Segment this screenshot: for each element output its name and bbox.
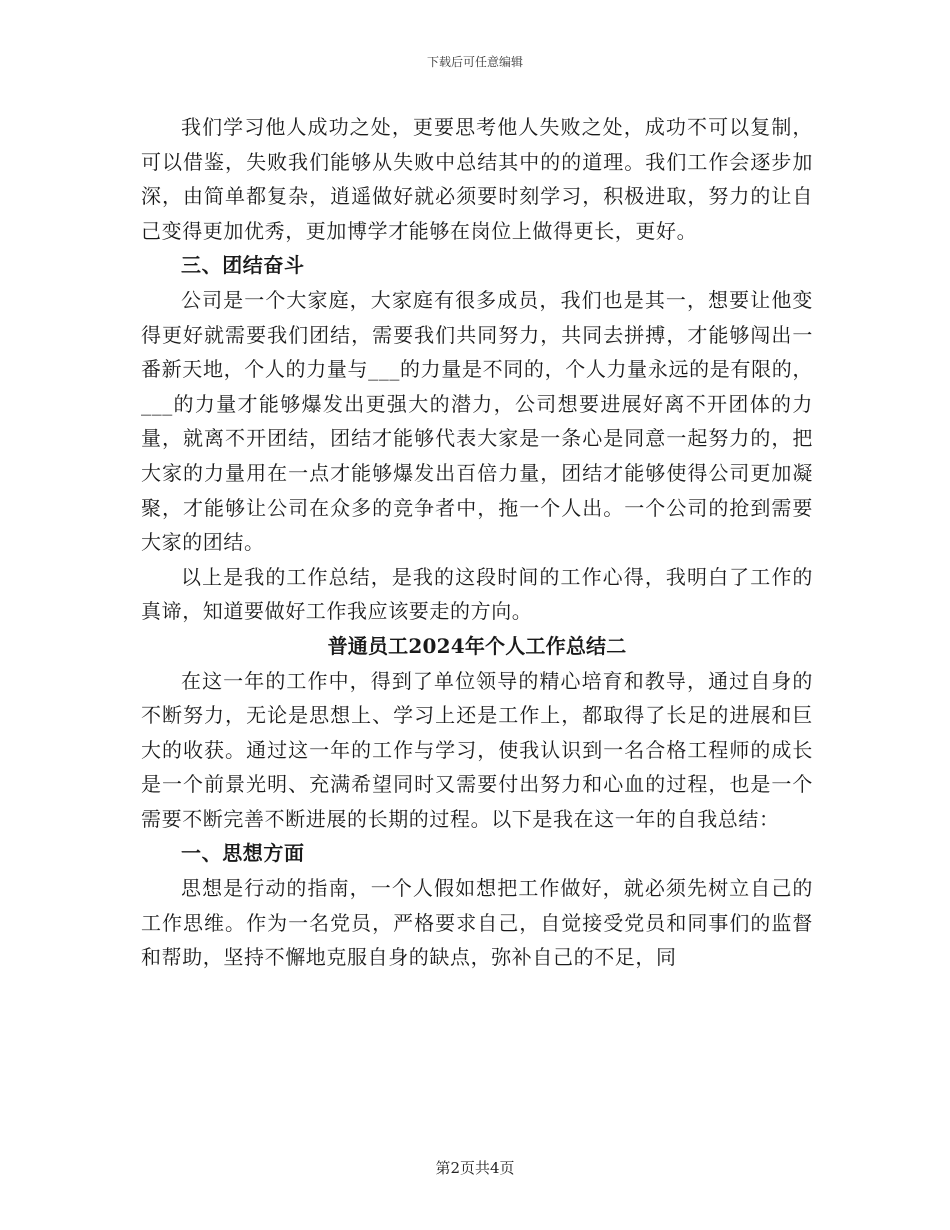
document-title-two: 普通员工2024年个人工作总结二	[327, 633, 627, 658]
section-heading-unity: 三、团结奋斗	[181, 253, 305, 278]
paragraph-unity: 公司是一个大家庭，大家庭有很多成员，我们也是其一，想要让他变得更好就需要我们团结，需要我们共同努力，共同去拼搏，才能够闯出一番新天地，个人的力量与___的力量是不同的，个人力量永远的是有限的，___的力量才能够爆发出更强大的潜力，公司想要进展好离不开团体的力量，就离不开团结，团结才能够代表大家是一条心是同意一起努力的，把大家的力量用在一点才能够爆发出百倍力量，团结才能够使得公司更加凝聚，才能够让公司在众多的竞争者中，拖一个人出。一个公司的抢到需要大家的团结。	[141, 287, 813, 555]
paragraph-thought: 思想是行动的指南，一个人假如想把工作做好，就必须先树立自己的工作思维。作为一名党员，严格要求自己，自觉接受党员和同事们的监督和帮助，坚持不懈地克服自身的缺点，弥补自己的不足，同	[141, 876, 813, 970]
paragraph-learning: 我们学习他人成功之处，更要思考他人失败之处，成功不可以复制，可以借鉴，失败我们能够从失败中总结其中的的道理。我们工作会逐步加深，由简单都复杂，逍遥做好就必须要时刻学习，积极进取，努力的让自己变得更加优秀，更加博学才能够在岗位上做得更长，更好。	[141, 115, 813, 243]
document-body	[141, 110, 813, 975]
paragraph-conclusion: 以上是我的工作总结，是我的这段时间的工作心得，我明白了工作的真谛，知道要做好工作我应该要走的方向。	[141, 564, 813, 624]
paragraph-intro-two: 在这一年的工作中，得到了单位领导的精心培育和教导，通过自身的不断努力，无论是思想上、学习上还是工作上，都取得了长足的进展和巨大的收获。通过这一年的工作与学习，使我认识到一名合格工程师的成长是一个前景光明、充满希望同时又需要付出努力和心血的过程，也是一个需要不断完善不断进展的长期的过程。以下是我在这一年的自我总结：	[141, 668, 813, 831]
page-number: 第2页共4页	[435, 1159, 515, 1177]
page-header-note: 下载后可任意编辑	[426, 55, 523, 69]
section-heading-thought: 一、思想方面	[181, 841, 305, 866]
